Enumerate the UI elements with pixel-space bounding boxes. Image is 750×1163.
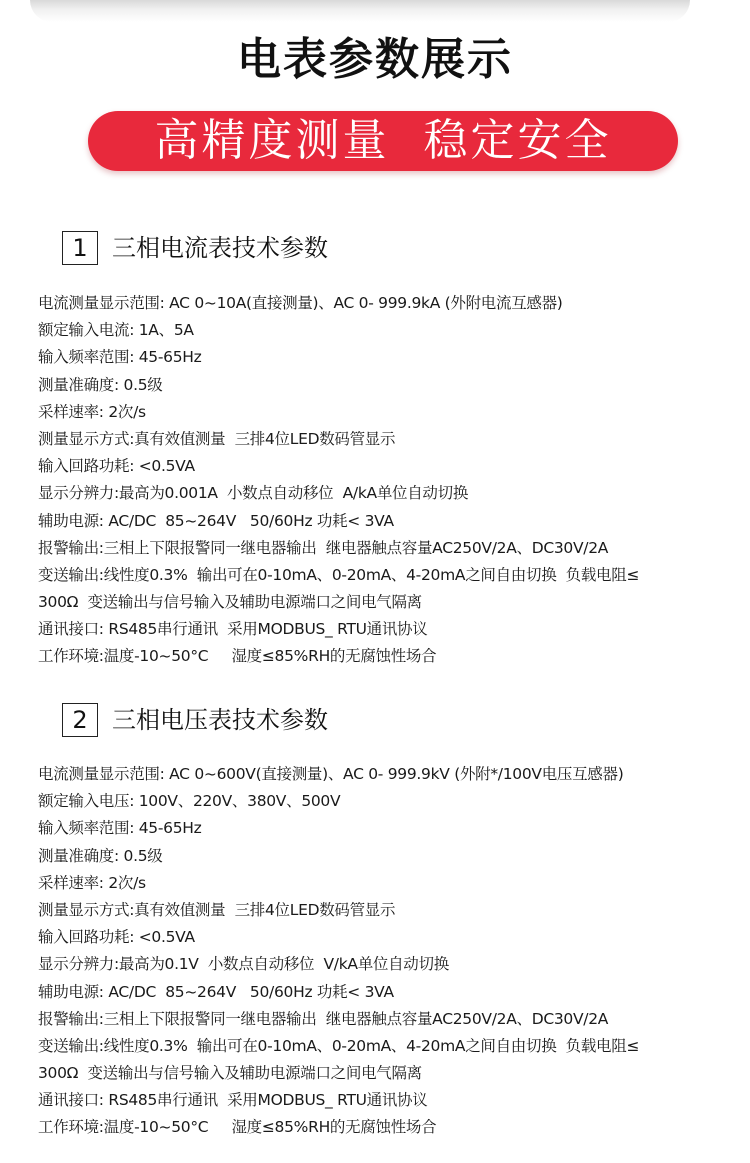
section-title: 三相电流表技术参数 xyxy=(112,234,328,262)
section-number-box: 1 xyxy=(62,231,98,265)
param-line: 额定输入电压: 100V、220V、380V、500V xyxy=(38,792,341,811)
param-line: 300Ω 变送输出与信号输入及辅助电源端口之间电气隔离 xyxy=(38,1064,422,1083)
slogan-banner xyxy=(88,111,678,171)
top-shadow-decoration xyxy=(30,0,690,22)
param-line: 变送输出:线性度0.3% 输出可在0-10mA、0-20mA、4-20mA之间自由切换 负载电阻≤ xyxy=(38,565,640,584)
param-line: 工作环境:温度-10~50°C 湿度≤85%RH的无腐蚀性场合 xyxy=(38,1118,437,1137)
param-line: 测量显示方式:真有效值测量 三排4位LED数码管显示 xyxy=(38,429,396,448)
param-line: 额定输入电流: 1A、5A xyxy=(38,321,194,340)
param-line: 输入频率范围: 45-65Hz xyxy=(38,348,202,367)
slogan-banner-text: 高精度测量 稳定安全 xyxy=(154,115,612,166)
param-line: 输入回路功耗: <0.5VA xyxy=(38,928,195,947)
page-title: 电表参数展示 xyxy=(237,34,513,85)
param-line: 300Ω 变送输出与信号输入及辅助电源端口之间电气隔离 xyxy=(38,593,422,612)
param-line: 报警输出:三相上下限报警同一继电器输出 继电器触点容量AC250V/2A、DC30V/2A xyxy=(38,1009,609,1028)
section-voltage-meter xyxy=(38,703,738,1137)
section-current-meter xyxy=(38,231,738,666)
section-heading xyxy=(38,703,738,743)
param-line: 辅助电源: AC/DC 85~264V 50/60Hz 功耗< 3VA xyxy=(38,982,394,1001)
param-line: 电流测量显示范围: AC 0~600V(直接测量)、AC 0- 999.9kV (外附*/100V电压互感器) xyxy=(38,765,624,783)
param-list xyxy=(38,290,738,671)
param-line: 输入频率范围: 45-65Hz xyxy=(38,819,202,838)
param-line: 测量显示方式:真有效值测量 三排4位LED数码管显示 xyxy=(38,900,396,919)
section-title: 三相电压表技术参数 xyxy=(112,706,328,734)
param-line: 测量准确度: 0.5级 xyxy=(38,846,163,865)
param-line: 辅助电源: AC/DC 85~264V 50/60Hz 功耗< 3VA xyxy=(38,511,394,530)
param-line: 通讯接口: RS485串行通讯 采用MODBUS_ RTU通讯协议 xyxy=(38,1091,428,1110)
param-line: 电流测量显示范围: AC 0~10A(直接测量)、AC 0- 999.9kA (外附电流互感器) xyxy=(38,294,563,312)
param-line: 采样速率: 2次/s xyxy=(38,402,146,421)
section-heading xyxy=(38,231,738,271)
param-list xyxy=(38,761,738,1142)
param-line: 采样速率: 2次/s xyxy=(38,873,146,892)
param-line: 工作环境:温度-10~50°C 湿度≤85%RH的无腐蚀性场合 xyxy=(38,647,437,666)
param-line: 输入回路功耗: <0.5VA xyxy=(38,457,195,476)
param-line: 显示分辨力:最高为0.001A 小数点自动移位 A/kA单位自动切换 xyxy=(38,484,469,503)
param-line: 报警输出:三相上下限报警同一继电器输出 继电器触点容量AC250V/2A、DC30V/2A xyxy=(38,538,609,557)
param-line: 显示分辨力:最高为0.1V 小数点自动移位 V/kA单位自动切换 xyxy=(38,955,449,974)
param-line: 通讯接口: RS485串行通讯 采用MODBUS_ RTU通讯协议 xyxy=(38,620,428,639)
section-number-box: 2 xyxy=(62,703,98,737)
param-line: 变送输出:线性度0.3% 输出可在0-10mA、0-20mA、4-20mA之间自由切换 负载电阻≤ xyxy=(38,1036,640,1055)
param-line: 测量准确度: 0.5级 xyxy=(38,375,163,394)
